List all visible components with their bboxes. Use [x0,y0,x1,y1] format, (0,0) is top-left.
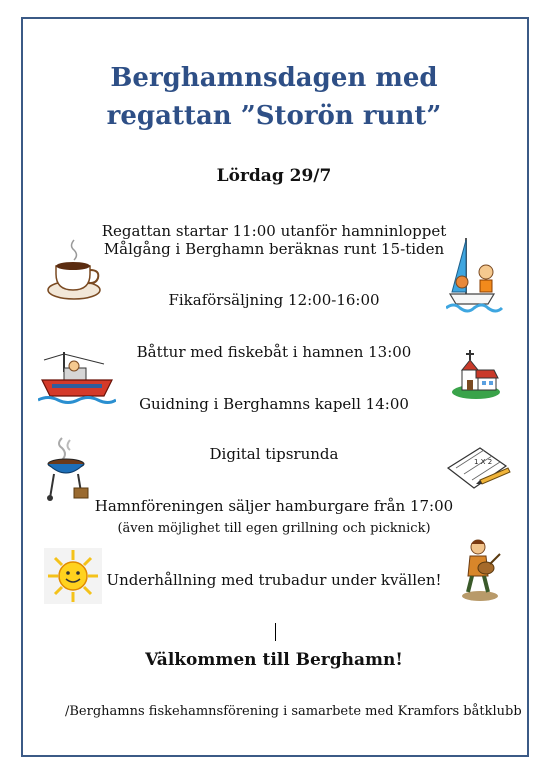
coffee-cup-icon [46,238,102,306]
fishing-boat-icon [38,350,116,406]
event-boat-trip: Båttur med fiskebåt i hamnen 13:00 [136,343,412,361]
event-regatta-start: Regattan startar 11:00 utanför hamninloppet [101,222,447,240]
event-grill-note: (även möjlighet till egen grillning och picknick) [117,521,431,536]
event-fika: Fikaförsäljning 12:00-16:00 [168,291,380,309]
event-regatta-finish: Målgång i Berghamn beräknas runt 15-tiden [103,240,445,258]
sun-icon [44,548,102,604]
event-date: Lördag 29/7 [216,166,332,186]
event-chapel-guide: Guidning i Berghamns kapell 14:00 [139,395,409,413]
poster-title-line-2: regattan ”Storön runt” [106,101,442,131]
quiz-sheet-icon [444,446,512,490]
barbecue-grill-icon [44,436,94,502]
text-cursor [275,623,276,641]
svg-text:1 X 2: 1 X 2 [474,458,493,466]
troubadour-icon [456,538,504,602]
event-quiz: Digital tipsrunda [209,445,339,463]
welcome-text: Välkommen till Berghamn! [145,650,403,670]
chapel-icon [450,348,502,400]
poster-title-line-1: Berghamnsdagen med [110,63,438,93]
footer-text: /Berghamns fiskehamnsförening i samarbete med Kramfors båtklubb [65,704,522,719]
event-hamburgers: Hamnföreningen säljer hamburgare från 17:00 [94,497,454,515]
sailboat-icon [446,236,504,316]
event-troubadour: Underhållning med trubadur under kvällen! [106,571,442,589]
